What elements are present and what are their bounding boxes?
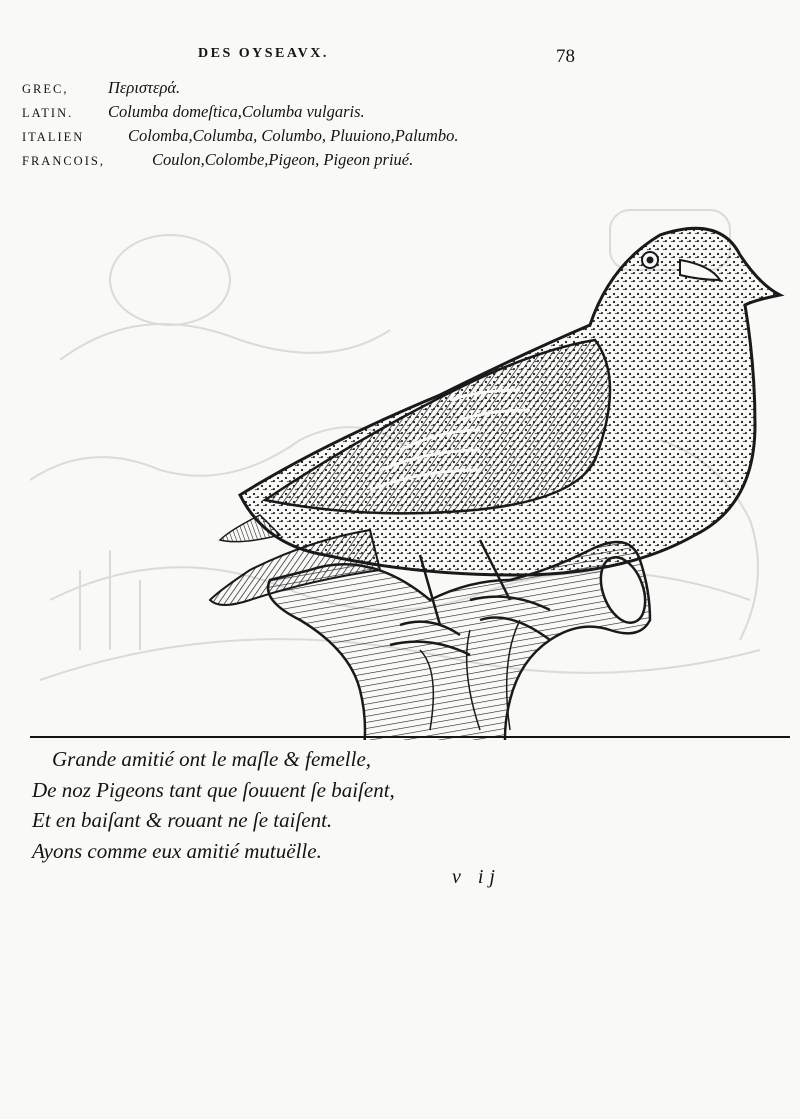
bird-names-list bbox=[22, 76, 458, 172]
signature-mark: v ij bbox=[452, 866, 501, 888]
name-row-greek bbox=[22, 76, 458, 100]
pigeon-woodcut-illustration bbox=[20, 180, 790, 740]
language-label: FRANCOIS, bbox=[22, 154, 105, 168]
page-number: 78 bbox=[556, 46, 575, 67]
language-label: LATIN. bbox=[22, 106, 74, 120]
running-head: DES OYSEAVX. bbox=[198, 46, 329, 61]
language-label: GREC, bbox=[22, 82, 69, 96]
verse-line: Grande amitié ont le maſle & femelle, bbox=[52, 747, 372, 771]
woodcut-svg bbox=[20, 180, 790, 740]
name-row-latin bbox=[22, 100, 458, 124]
verse-line: Ayons comme eux amitié mutuëlle. bbox=[32, 838, 322, 863]
verse-line: Et en baiſant & rouant ne ſe taiſent. bbox=[32, 808, 333, 832]
name-value: Columba domeſtica,Columba vulgaris. bbox=[108, 102, 365, 121]
verse-quatrain bbox=[32, 744, 395, 866]
name-value: Coulon,Colombe,Pigeon, Pigeon priué. bbox=[152, 150, 414, 169]
language-label: ITALIEN bbox=[22, 130, 85, 144]
name-value: Περιστερά. bbox=[108, 78, 181, 97]
pigeon-body bbox=[240, 228, 780, 575]
horizontal-rule bbox=[30, 736, 790, 738]
name-row-french bbox=[22, 148, 458, 172]
name-value: Colomba,Columba, Columbo, Pluuiono,Palumbo. bbox=[128, 126, 459, 145]
name-row-italian bbox=[22, 124, 458, 148]
verse-line: De noz Pigeons tant que ſouuent ſe baiſent, bbox=[32, 777, 395, 802]
